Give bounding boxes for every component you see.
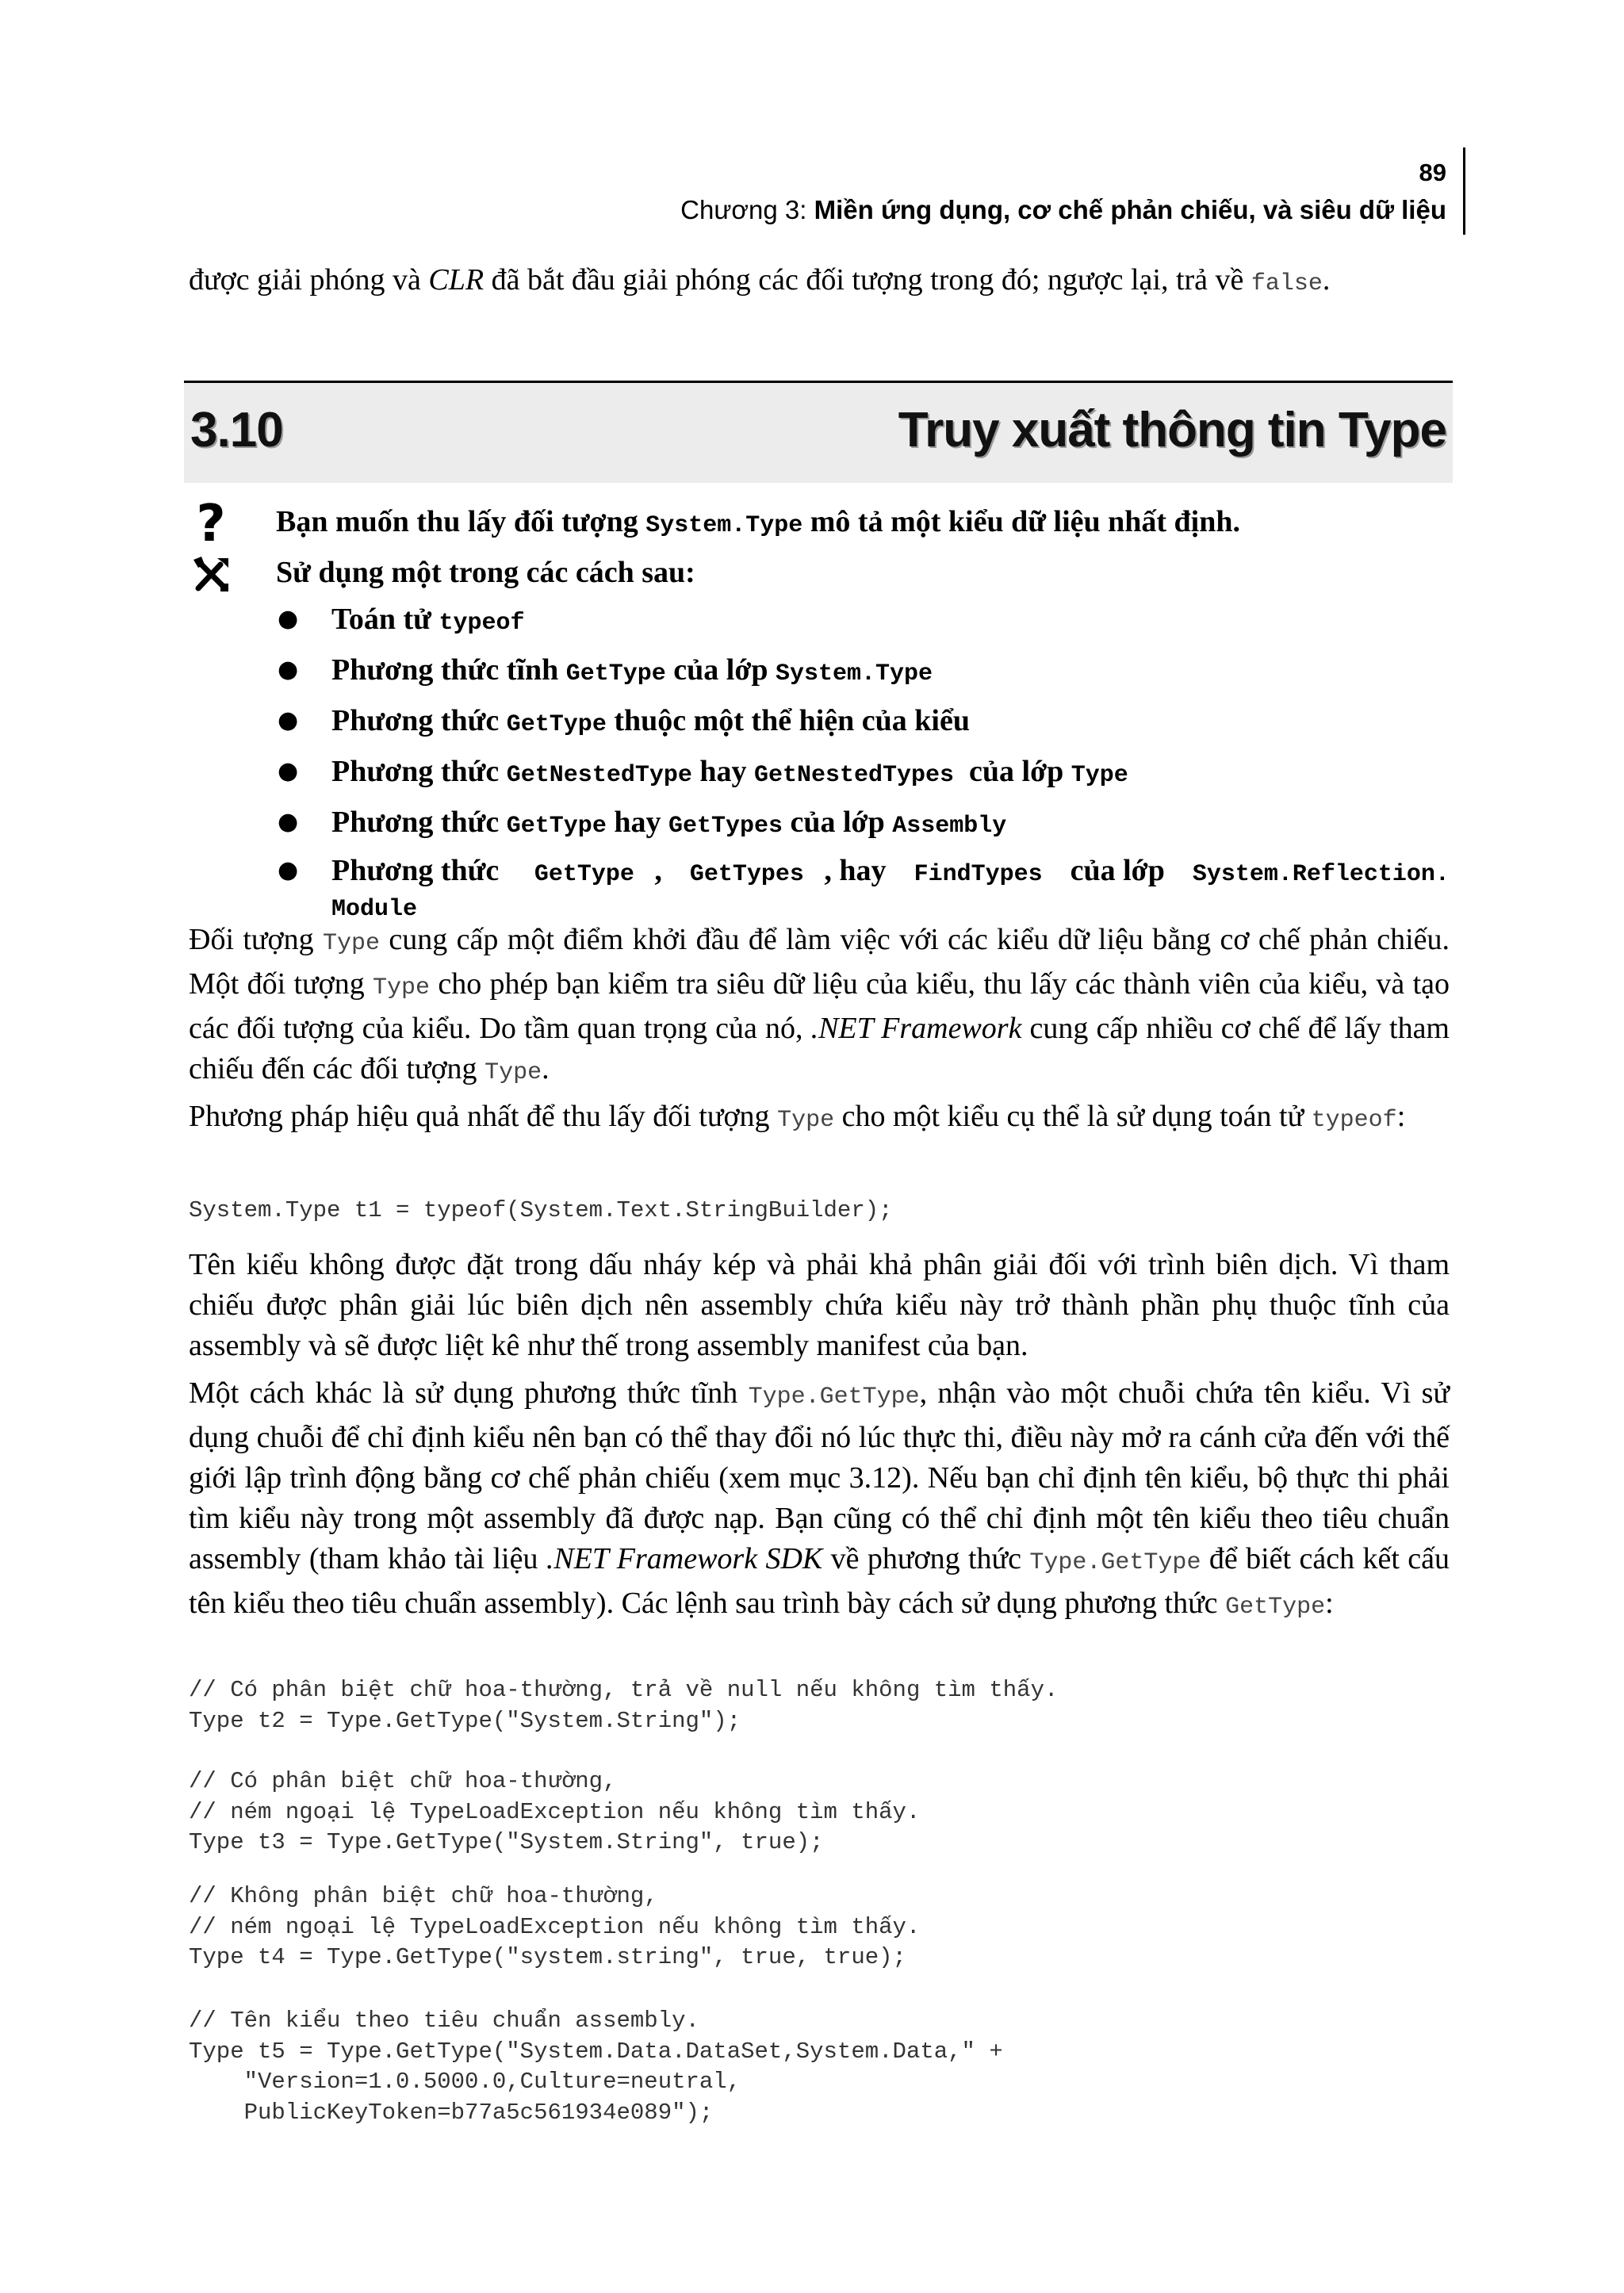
net-sdk-term: .NET Framework SDK — [546, 1542, 823, 1575]
paragraph-gettype — [189, 1373, 1450, 1628]
item-text: hay — [606, 806, 668, 839]
paragraph-typeof — [189, 1094, 1450, 1143]
bullet-icon: ● — [278, 808, 299, 836]
page-number: 89 — [1419, 159, 1446, 186]
item-text: của lớp — [783, 806, 893, 839]
para-text: Phương pháp hiệu quả nhất để thu lấy đối tượng — [189, 1100, 778, 1133]
para-text: Tên kiểu không được đặt trong dấu nháy kép và phải khả phân giải đối với trình biên dịch. Vì tham chiếu được phân giải lúc biên dịch nên assembly chứa kiểu này trở thành phần phụ thuộc tĩnh của assembly và sẽ được liệt kê như thế trong assembly manifest của bạn. — [189, 1248, 1450, 1362]
inline-code: Type.GetType — [1029, 1549, 1201, 1576]
item-code: GetNestedType — [506, 762, 692, 789]
code-block-t2: // Có phân biệt chữ hoa-thường, trả về null nếu không tìm thấy. Type t2 = Type.GetType("System.String"); — [189, 1677, 1059, 1734]
intro-text-2: đã bắt đầu giải phóng các đối tượng trong đó; ngược lại, trả về — [484, 263, 1251, 297]
inline-code: Type — [485, 1059, 542, 1086]
false-code: false — [1251, 270, 1323, 297]
code-block-t3: // Có phân biệt chữ hoa-thường, // ném ngoại lệ TypeLoadException nếu không tìm thấy. Type t3 = Type.GetType("System.String", true); — [189, 1768, 921, 1855]
item-code: GetType — [506, 813, 607, 840]
bullet-icon: ● — [278, 706, 299, 734]
intro-end: . — [1322, 263, 1331, 297]
inline-code: Type.GetType — [748, 1384, 920, 1411]
item-text: Phương thức — [331, 755, 507, 788]
list-item — [189, 752, 1450, 795]
header-rule — [1463, 147, 1465, 235]
para-text: cung cấp một điểm khởi đầu để làm việc với các kiểu dữ liệu bằng cơ chế phản chiếu. Một đối tượng — [189, 923, 1450, 1001]
tools-icon — [189, 553, 233, 597]
item-text: của lớp — [665, 653, 776, 687]
item-code: System.Type — [776, 660, 933, 687]
item-code: Module — [331, 896, 418, 923]
para-text: Đối tượng — [189, 923, 324, 956]
para-text: : — [1325, 1587, 1334, 1620]
code-block-t5: // Tên kiểu theo tiêu chuẩn assembly. Type t5 = Type.GetType("System.Data.DataSet,System.Data," + "Version=1.0.5000.0,Culture=neutral, PublicKeyToken=b77a5c561934e089"); — [189, 2008, 1003, 2126]
list-item — [189, 802, 1450, 846]
para-text: cung cấp nhiều cơ chế để lấy tham chiếu đến các đối tượng — [189, 1012, 1450, 1085]
paragraph-compile-time — [189, 1245, 1450, 1366]
item-text: , — [654, 854, 670, 887]
intro-paragraph — [189, 258, 1450, 306]
inline-code: Type — [777, 1107, 835, 1134]
inline-code: GetType — [1225, 1594, 1326, 1621]
inline-code: Type — [323, 930, 381, 957]
section-heading — [184, 381, 1453, 483]
item-code: GetType — [565, 660, 666, 687]
item-text: Phương thức — [331, 704, 507, 737]
code-block-t4: // Không phân biệt chữ hoa-thường, // ném ngoại lệ TypeLoadException nếu không tìm thấy. Type t4 = Type.GetType("system.string", true, true); — [189, 1883, 921, 1970]
chapter-prefix: Chương 3: — [680, 195, 814, 224]
item-code: typeof — [439, 610, 525, 637]
item-text: , hay — [824, 854, 894, 887]
question-mark-icon: ? — [196, 495, 226, 553]
bullet-icon: ● — [278, 757, 299, 785]
list-item — [189, 650, 1450, 694]
para-text: : — [1396, 1100, 1406, 1133]
item-code: Assembly — [892, 813, 1007, 840]
para-text: về phương thức — [822, 1542, 1030, 1575]
section-number: 3.10 — [190, 403, 283, 457]
method-list — [189, 599, 1450, 934]
chapter-name: Miền ứng dụng, cơ chế phản chiếu, và siêu dữ liệu — [814, 195, 1446, 224]
item-text: hay — [691, 755, 754, 788]
problem-text-b: mô tả một kiểu dữ liệu nhất định. — [802, 505, 1241, 538]
problem-text — [276, 502, 1240, 545]
solution-text: Sử dụng một trong các cách sau: — [276, 556, 695, 589]
inline-code: typeof — [1311, 1107, 1397, 1134]
page-header — [680, 157, 1446, 228]
para-text: cho phép bạn kiểm tra siêu dữ liệu của kiểu, thu lấy các thành viên của kiểu, và tạo các đối tượng của kiểu. Do tầm quan trọng của nó, — [189, 967, 1450, 1045]
item-text: của lớp — [954, 755, 1071, 788]
code-block-typeof: System.Type t1 = typeof(System.Text.StringBuilder); — [189, 1197, 893, 1223]
item-code: GetTypes — [668, 813, 783, 840]
para-text: để biết cách kết cấu tên kiểu theo tiêu chuẩn assembly). Các lệnh sau trình bày cách sử dụng phương thức — [189, 1542, 1450, 1620]
item-line — [331, 853, 1450, 892]
item-text: thuộc một thể hiện của kiểu — [606, 704, 970, 737]
chapter-title — [680, 192, 1446, 228]
problem-text-a: Bạn muốn thu lấy đối tượng — [276, 505, 646, 538]
para-text: Một cách khác là sử dụng phương thức tĩnh — [189, 1376, 749, 1410]
item-code: GetTypes — [689, 861, 804, 888]
item-code: System.Reflection. — [1192, 861, 1450, 888]
item-code: Type — [1071, 762, 1128, 789]
item-text: Phương thức — [331, 806, 507, 839]
list-item — [189, 701, 1450, 745]
bullet-icon: ● — [278, 656, 299, 683]
item-code: FindTypes — [914, 861, 1043, 888]
inline-code: Type — [373, 974, 431, 1001]
item-code: GetType — [534, 861, 634, 888]
list-item — [189, 853, 1450, 927]
para-text: . — [542, 1052, 550, 1085]
net-framework-term: .NET Framework — [810, 1012, 1022, 1045]
para-text: cho một kiểu cụ thể là sử dụng toán tử — [834, 1100, 1312, 1133]
section-title: Truy xuất thông tin Type — [898, 403, 1446, 457]
item-text: Toán tử — [331, 603, 439, 636]
para-text: , nhận vào một chuỗi chứa tên kiểu. Vì sử dụng chuỗi để chỉ định kiểu nên bạn có thể thay đổi nó lúc thực thi, điều này mở ra cánh cửa đến với thế giới lập trình động bằng cơ chế phản chiếu (xem mục 3.12). Nếu bạn chỉ định tên kiểu, bộ thực thi phải tìm kiểu này trong một assembly đã được nạp. Bạn cũng có thể chỉ định một tên kiểu theo tiêu chuẩn assembly (tham khảo tài liệu — [189, 1376, 1450, 1575]
paragraph-type-object — [189, 920, 1450, 1093]
problem-code: System.Type — [645, 512, 803, 539]
solution-row — [189, 553, 1450, 597]
item-text: Phương thức tĩnh — [331, 653, 566, 687]
list-item — [189, 599, 1450, 643]
item-text: Phương thức — [331, 854, 515, 887]
item-code: GetNestedTypes — [753, 762, 955, 789]
bullet-icon: ● — [278, 605, 299, 633]
item-text: của lớp — [1063, 854, 1173, 887]
clr-term: CLR — [428, 263, 485, 297]
bullet-icon: ● — [278, 856, 299, 884]
problem-row — [189, 495, 1450, 553]
intro-text: được giải phóng và — [189, 263, 429, 297]
item-code: GetType — [506, 711, 607, 738]
